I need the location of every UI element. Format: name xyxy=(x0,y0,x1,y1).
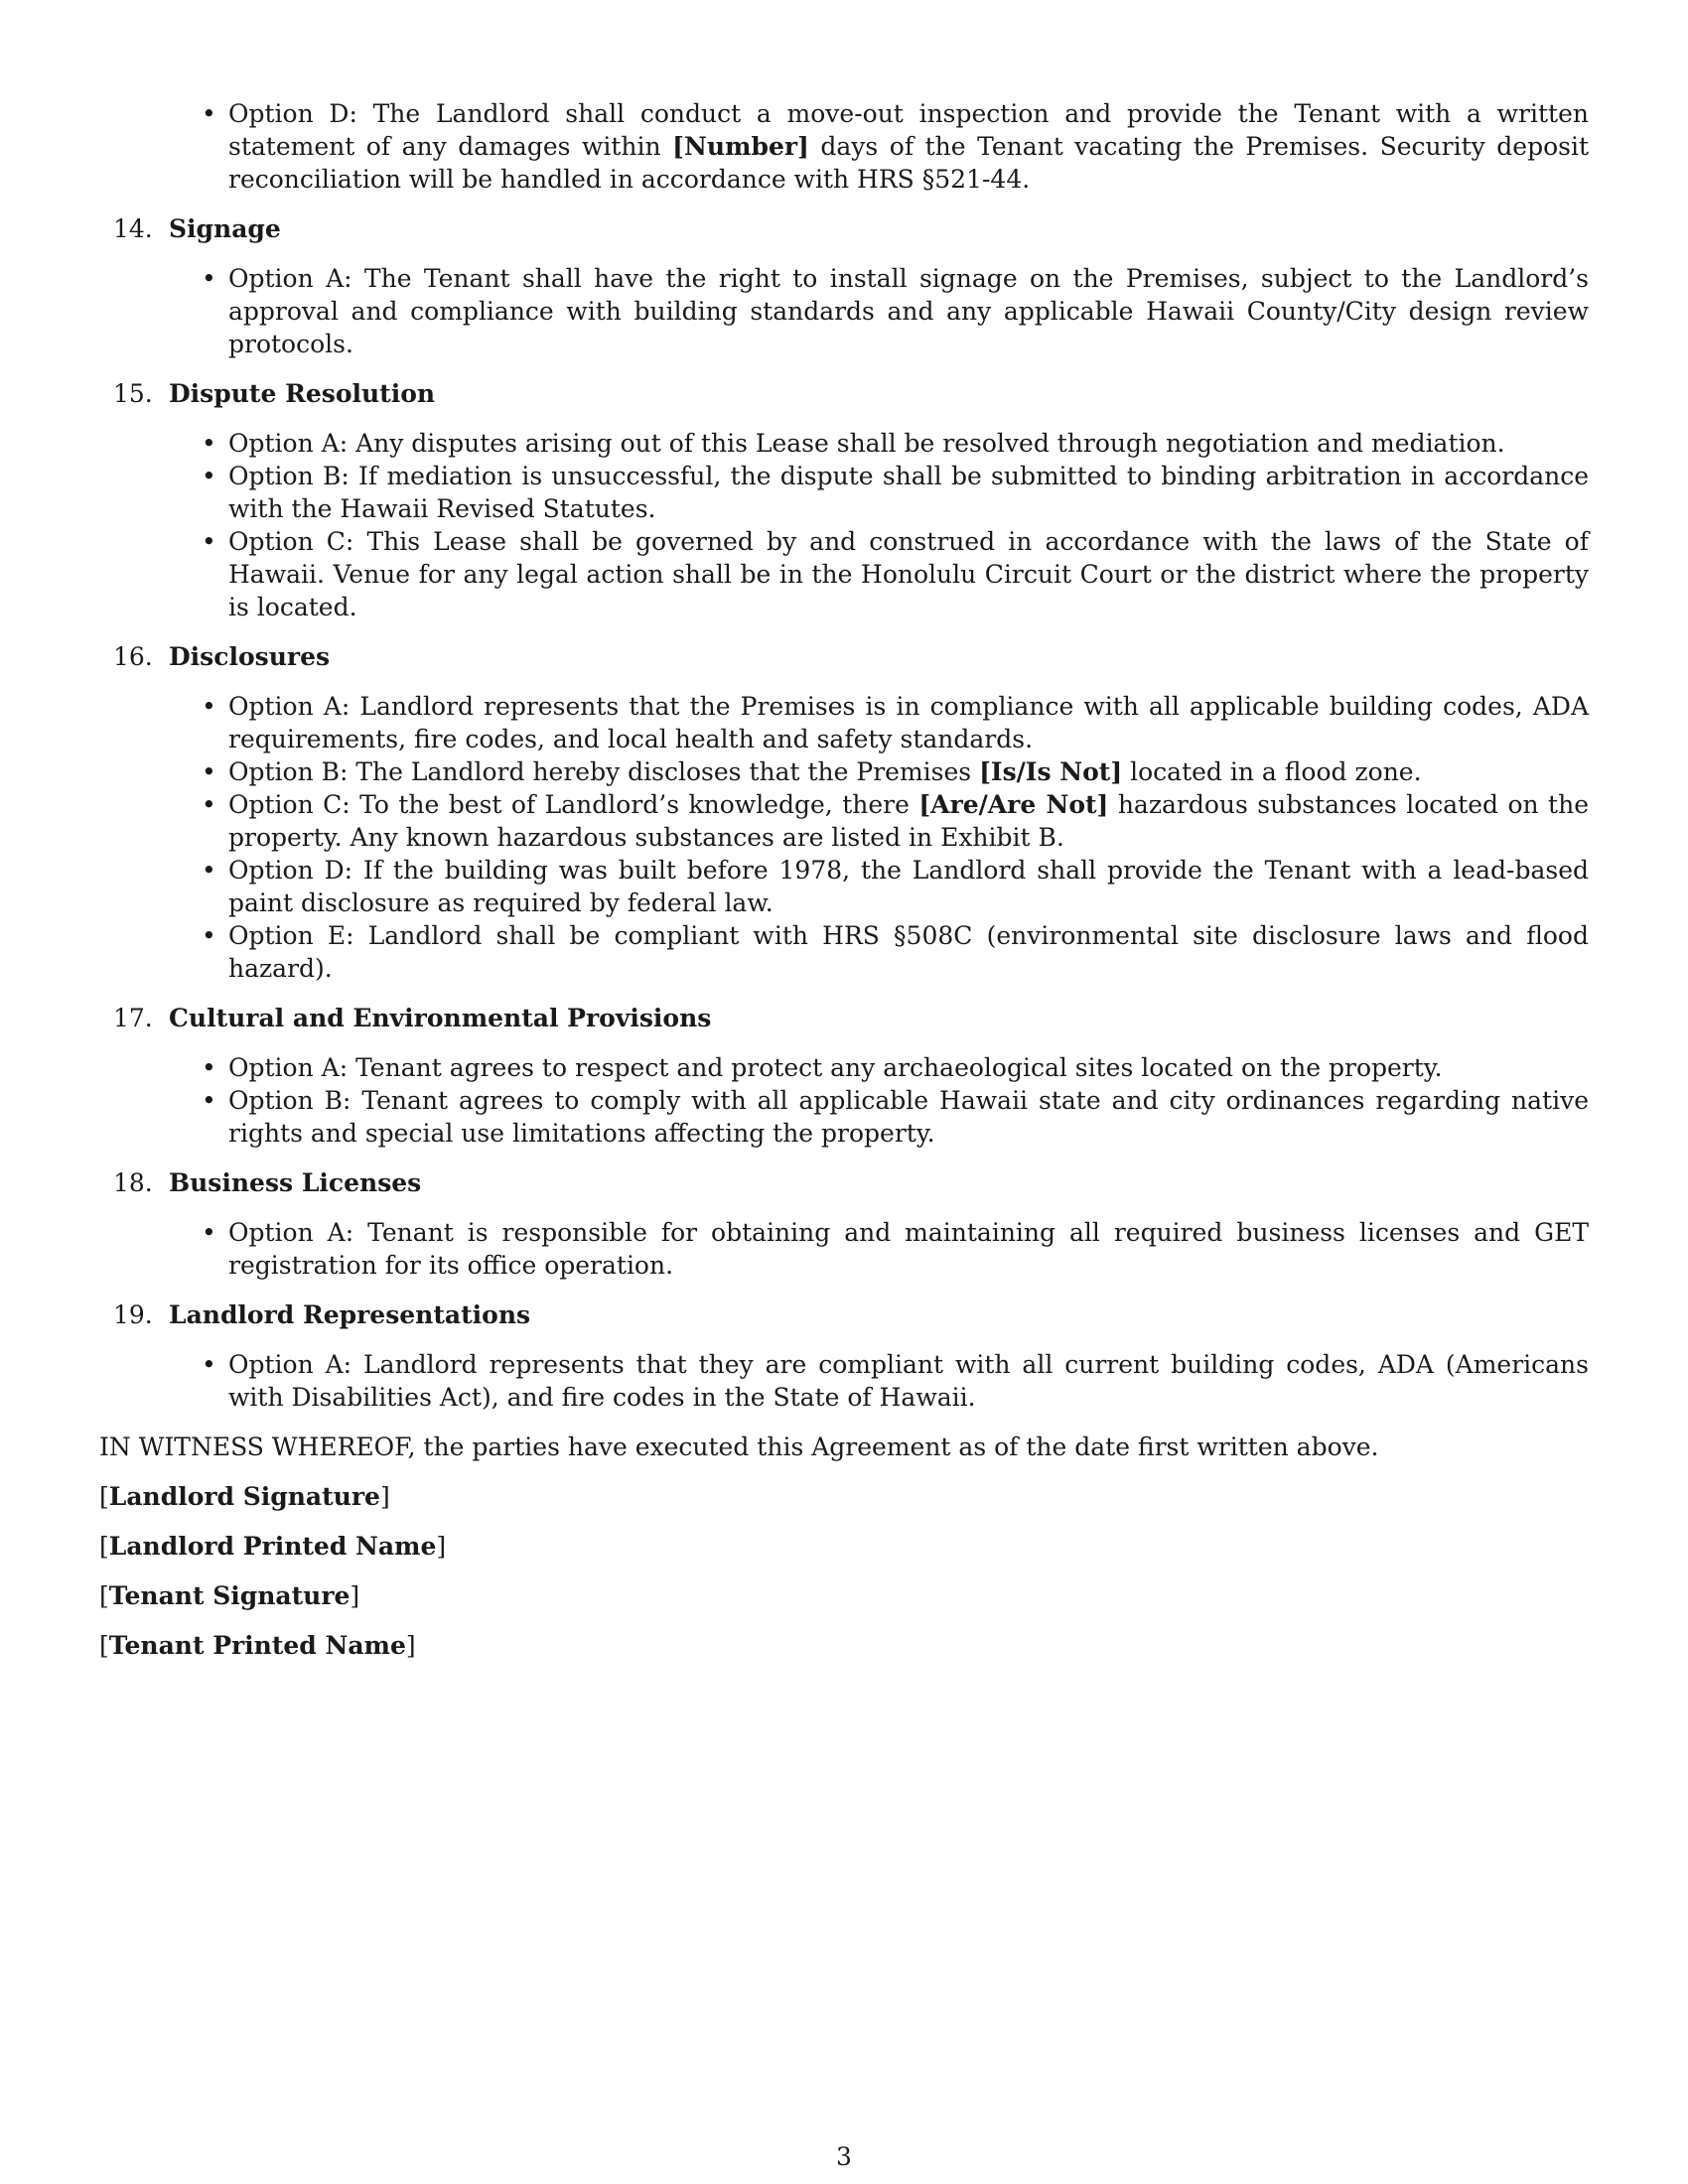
list-item: • Option B: Tenant agrees to comply with all applicable Hawaii state and city ordinances regarding native rights and special use limitations affecting the property. xyxy=(228,1084,1589,1150)
option-list-dispute-resolution xyxy=(99,427,1589,623)
list-item: • Option A: The Tenant shall have the right to install signage on the Premises, subject to the Landlord’s approval and compliance with building standards and any applicable Hawaii County/City design review protocols. xyxy=(228,262,1589,360)
list-item: • Option E: Landlord shall be compliant with HRS §508C (environmental site disclosure laws and flood hazard). xyxy=(228,919,1589,985)
section-number: 14. xyxy=(113,214,153,243)
page-number: 3 xyxy=(836,2142,852,2171)
text-run: Option B: The Landlord hereby discloses that the Premises xyxy=(228,757,980,786)
list-item: • Option D: If the building was built before 1978, the Landlord shall provide the Tenant with a lead-based paint disclosure as required by federal law. xyxy=(228,854,1589,919)
option-list-13 xyxy=(99,97,1589,196)
section-title: Business Licenses xyxy=(169,1168,422,1197)
section-number: 15. xyxy=(113,379,153,408)
list-item xyxy=(228,97,1589,196)
list-item: • Option A: Tenant is responsible for obtaining and maintaining all required business licenses and GET registration for its office operation. xyxy=(228,1216,1589,1282)
bracket: ] xyxy=(436,1532,447,1561)
signature-label: Landlord Signature xyxy=(108,1482,380,1511)
landlord-printed-name-field xyxy=(99,1530,1589,1563)
landlord-signature-field xyxy=(99,1480,1589,1513)
section-heading-landlord-representations xyxy=(99,1298,1589,1331)
bracket: [ xyxy=(99,1482,109,1511)
document-page xyxy=(99,97,1589,1679)
list-item: • Option A: Landlord represents that the Premises is in compliance with all applicable building codes, ADA requirements, fire codes, and local health and safety standards. xyxy=(228,690,1589,755)
option-list-signage xyxy=(99,262,1589,360)
signature-label: Tenant Printed Name xyxy=(108,1631,406,1660)
option-list-cultural-environmental xyxy=(99,1051,1589,1150)
signature-label: Tenant Signature xyxy=(108,1581,351,1610)
section-heading-disclosures xyxy=(99,640,1589,673)
section-title: Disclosures xyxy=(169,642,331,671)
section-heading-signage xyxy=(99,212,1589,245)
section-heading-dispute-resolution xyxy=(99,377,1589,410)
list-item: • Option A: Any disputes arising out of this Lease shall be resolved through negotiation and mediation. xyxy=(228,427,1589,460)
list-item xyxy=(228,755,1589,788)
list-item: • Option B: If mediation is unsuccessful, the dispute shall be submitted to binding arbitration in accordance with the Hawaii Revised Statutes. xyxy=(228,460,1589,525)
text-run: Option C: To the best of Landlord’s knowledge, there xyxy=(228,790,919,819)
tenant-signature-field xyxy=(99,1579,1589,1612)
section-title: Signage xyxy=(169,214,281,243)
section-number: 17. xyxy=(113,1004,153,1032)
text-run: located in a flood zone. xyxy=(1122,757,1422,786)
placeholder-hazardous: [Are/Are Not] xyxy=(918,790,1109,819)
list-item: • Option A: Landlord represents that they are compliant with all current building codes, ADA (Americans with Disabilities Act), and fire codes in the State of Hawaii. xyxy=(228,1348,1589,1414)
section-heading-business-licenses xyxy=(99,1166,1589,1199)
placeholder-number: [Number] xyxy=(672,132,809,161)
signature-label: Landlord Printed Name xyxy=(108,1532,437,1561)
text-run: hazardous substances located on the property. Any known hazardous substances are listed in Exhibit B. xyxy=(228,790,1589,852)
list-item xyxy=(228,788,1589,854)
bracket: [ xyxy=(99,1532,109,1561)
section-title: Cultural and Environmental Provisions xyxy=(169,1004,712,1032)
section-title: Dispute Resolution xyxy=(169,379,436,408)
section-title: Landlord Representations xyxy=(169,1300,531,1329)
section-heading-cultural-environmental xyxy=(99,1002,1589,1034)
bracket: [ xyxy=(99,1581,109,1610)
tenant-printed-name-field xyxy=(99,1629,1589,1662)
bracket: [ xyxy=(99,1631,109,1660)
list-item: • Option A: Tenant agrees to respect and protect any archaeological sites located on the property. xyxy=(228,1051,1589,1084)
option-list-business-licenses xyxy=(99,1216,1589,1282)
option-list-disclosures xyxy=(99,690,1589,985)
option-list-landlord-representations xyxy=(99,1348,1589,1414)
witness-clause: IN WITNESS WHEREOF, the parties have executed this Agreement as of the date first written above. xyxy=(99,1433,1379,1461)
bracket: ] xyxy=(350,1581,360,1610)
text-run: Option D: The Landlord shall conduct a move-out inspection and provide the Tenant with a written statement of any damages within xyxy=(228,99,1589,161)
text-run: days of the Tenant vacating the Premises. Security deposit reconciliation will be handled in accordance with HRS §521-44. xyxy=(228,132,1589,194)
bracket: ] xyxy=(379,1482,390,1511)
bracket: ] xyxy=(405,1631,416,1660)
placeholder-flood-zone: [Is/Is Not] xyxy=(979,757,1123,786)
section-number: 18. xyxy=(113,1168,153,1197)
section-number: 19. xyxy=(113,1300,153,1329)
list-item: • Option C: This Lease shall be governed by and construed in accordance with the laws of the State of Hawaii. Venue for any legal action shall be in the Honolulu Circuit Court or the district where the property is located. xyxy=(228,525,1589,623)
section-number: 16. xyxy=(113,642,153,671)
